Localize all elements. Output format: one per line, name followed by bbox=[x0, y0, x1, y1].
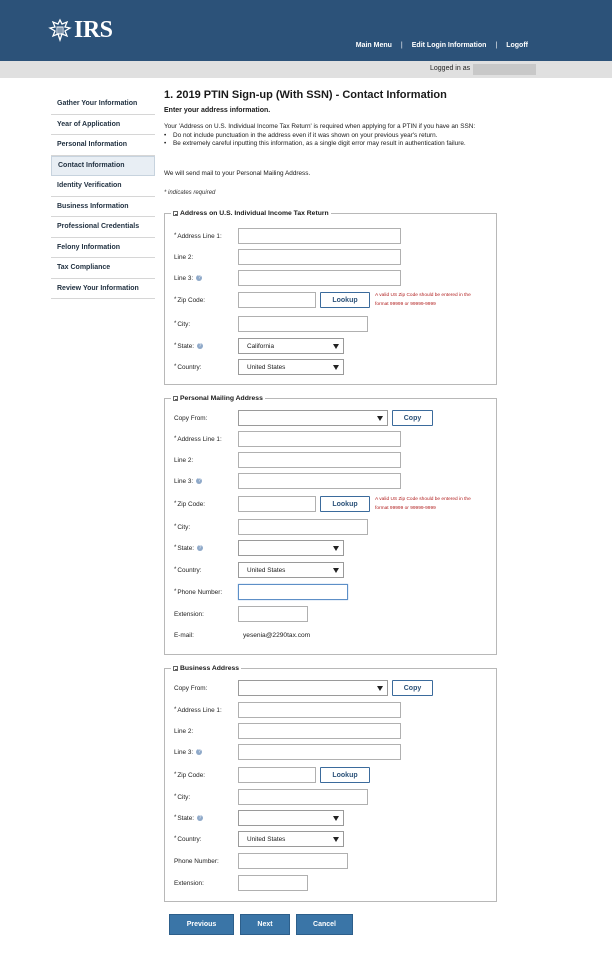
line-3-label: Line 3: bbox=[174, 274, 194, 282]
sidebar-item-contact-information[interactable]: Contact Information bbox=[51, 156, 155, 177]
city-label: City: bbox=[177, 793, 191, 801]
business-extension-input[interactable] bbox=[238, 875, 308, 891]
line-2-label: Line 2: bbox=[174, 727, 194, 735]
dropdown-arrow-icon bbox=[333, 344, 339, 349]
page-title: 1. 2019 PTIN Sign-up (With SSN) - Contact Information bbox=[164, 89, 447, 101]
field-row bbox=[174, 680, 433, 696]
sidebar-item-review-information[interactable]: Review Your Information bbox=[51, 279, 155, 300]
main-menu-link[interactable]: Main Menu bbox=[355, 42, 392, 49]
help-icon[interactable]: ? bbox=[198, 343, 202, 349]
field-row bbox=[174, 452, 401, 468]
copy-from-label: Copy From: bbox=[174, 684, 208, 692]
nav-separator: | bbox=[400, 42, 403, 49]
collapse-icon[interactable] bbox=[173, 396, 178, 401]
dropdown-arrow-icon bbox=[377, 416, 383, 421]
field-row: * Zip Code: Lookup A valid US Zip Code should be entered in the format 99999 or 99999-9999 bbox=[174, 496, 485, 512]
tax-country-select[interactable]: United States bbox=[238, 359, 344, 375]
field-row: * City: bbox=[174, 789, 368, 805]
business-phone-number-input[interactable] bbox=[238, 853, 348, 869]
sidebar-item-personal-information[interactable]: Personal Information bbox=[51, 135, 155, 156]
field-row bbox=[174, 473, 401, 489]
dropdown-arrow-icon bbox=[377, 686, 383, 691]
collapse-icon[interactable] bbox=[173, 211, 178, 216]
field-row: * Zip Code: Lookup bbox=[174, 767, 370, 783]
business-address-section bbox=[164, 665, 497, 902]
mailing-state-select[interactable] bbox=[238, 540, 344, 556]
mailing-address-section bbox=[164, 395, 497, 655]
email-label: E-mail: bbox=[174, 631, 194, 639]
previous-button[interactable]: Previous bbox=[169, 914, 234, 935]
logoff-link[interactable]: Logoff bbox=[506, 42, 528, 49]
business-address-legend[interactable]: Business Address bbox=[171, 665, 241, 672]
line-2-label: Line 2: bbox=[174, 253, 194, 261]
next-button[interactable]: Next bbox=[240, 914, 290, 935]
mailing-address-legend[interactable]: Personal Mailing Address bbox=[171, 395, 265, 402]
business-state-select[interactable] bbox=[238, 810, 344, 826]
field-row bbox=[174, 853, 348, 869]
field-row: * Country: United States bbox=[174, 562, 344, 578]
business-address-line-2-input[interactable] bbox=[238, 723, 401, 739]
business-address-line-3-input[interactable] bbox=[238, 744, 401, 760]
field-row bbox=[174, 744, 401, 760]
mailing-copy-from-select[interactable] bbox=[238, 410, 388, 426]
zip-code-hint: A valid US Zip Code should be entered in the format 99999 or 99999-9999 bbox=[375, 293, 471, 307]
zip-code-hint: A valid US Zip Code should be entered in the format 99999 or 99999-9999 bbox=[375, 497, 471, 511]
help-icon[interactable]: ? bbox=[198, 815, 202, 821]
sidebar-item-identity-verification[interactable]: Identity Verification bbox=[51, 176, 155, 197]
instruction-list bbox=[164, 132, 504, 149]
phone-number-label: Phone Number: bbox=[177, 588, 223, 596]
copy-from-label: Copy From: bbox=[174, 414, 208, 422]
field-row: * Address Line 1: bbox=[174, 431, 401, 447]
business-city-input[interactable] bbox=[238, 789, 368, 805]
help-icon[interactable]: ? bbox=[198, 545, 202, 551]
mailing-copy-button[interactable]: Copy bbox=[392, 410, 433, 426]
field-row bbox=[174, 723, 401, 739]
business-zip-code-input[interactable] bbox=[238, 767, 316, 783]
mailing-extension-input[interactable] bbox=[238, 606, 308, 622]
tax-city-input[interactable] bbox=[238, 316, 368, 332]
instruction-item: • Be extremely careful inputting this information, as a single digit error may result in authentication failure. bbox=[173, 140, 504, 149]
mailing-lookup-button[interactable]: Lookup bbox=[320, 496, 370, 512]
mailing-phone-number-input[interactable] bbox=[238, 584, 348, 600]
field-row: * Phone Number: bbox=[174, 584, 348, 600]
field-row: * City: bbox=[174, 519, 368, 535]
business-copy-button[interactable]: Copy bbox=[392, 680, 433, 696]
tax-address-line-1-input[interactable] bbox=[238, 228, 401, 244]
eagle-logo-icon bbox=[48, 18, 72, 42]
sidebar-item-felony-information[interactable]: Felony Information bbox=[51, 238, 155, 259]
main-content bbox=[164, 89, 504, 196]
tax-return-address-section bbox=[164, 210, 497, 385]
field-row: * Address Line 1: bbox=[174, 228, 401, 244]
state-label: State: bbox=[177, 544, 195, 552]
address-line-1-label: Address Line 1: bbox=[177, 706, 222, 714]
field-row bbox=[174, 606, 308, 622]
site-header bbox=[0, 0, 612, 61]
mailing-country-select[interactable]: United States bbox=[238, 562, 344, 578]
top-navigation bbox=[356, 42, 528, 49]
mailing-address-line-1-input[interactable] bbox=[238, 431, 401, 447]
phone-number-label: Phone Number: bbox=[174, 857, 219, 865]
sidebar-item-gather-information[interactable]: Gather Your Information bbox=[51, 94, 155, 115]
dropdown-arrow-icon bbox=[333, 837, 339, 842]
business-country-select[interactable]: United States bbox=[238, 831, 344, 847]
instruction-item: • Do not include punctuation in the address even if it was shown on your previous year's return. bbox=[173, 132, 504, 141]
country-label: Country: bbox=[177, 363, 202, 371]
tax-return-address-legend[interactable]: Address on U.S. Individual Income Tax Return bbox=[171, 210, 331, 217]
page-subtitle: Enter your address information. bbox=[164, 107, 271, 114]
tax-address-line-2-input[interactable] bbox=[238, 249, 401, 265]
mailing-address-line-2-input[interactable] bbox=[238, 452, 401, 468]
field-row: * Country: United States bbox=[174, 831, 344, 847]
field-row bbox=[174, 627, 310, 643]
mailing-city-input[interactable] bbox=[238, 519, 368, 535]
field-row: * Country: United States bbox=[174, 359, 344, 375]
field-row: * State: ? bbox=[174, 540, 344, 556]
login-bar bbox=[0, 61, 612, 78]
state-label: State: bbox=[177, 342, 195, 350]
address-line-1-label: Address Line 1: bbox=[177, 435, 222, 443]
help-icon[interactable]: ? bbox=[197, 749, 201, 755]
help-icon[interactable]: ? bbox=[197, 478, 201, 484]
zip-code-label: Zip Code: bbox=[177, 500, 206, 508]
dropdown-arrow-icon bbox=[333, 568, 339, 573]
collapse-icon[interactable] bbox=[173, 666, 178, 671]
irs-logo[interactable] bbox=[48, 17, 113, 43]
logo-text: IRS bbox=[74, 17, 113, 43]
edit-login-link[interactable]: Edit Login Information bbox=[411, 42, 487, 49]
sidebar-item-professional-credentials[interactable]: Professional Credentials bbox=[51, 217, 155, 238]
mailing-zip-code-input[interactable] bbox=[238, 496, 316, 512]
tax-zip-code-input[interactable] bbox=[238, 292, 316, 308]
dropdown-arrow-icon bbox=[333, 816, 339, 821]
field-row bbox=[174, 410, 433, 426]
line-2-label: Line 2: bbox=[174, 456, 194, 464]
mailing-address-line-3-input[interactable] bbox=[238, 473, 401, 489]
address-line-1-label: Address Line 1: bbox=[177, 232, 222, 240]
intro-text: Your 'Address on U.S. Individual Income Tax Return' is required when applying for a PTIN if you have an SSN: bbox=[164, 123, 476, 130]
cancel-button[interactable]: Cancel bbox=[296, 914, 353, 935]
logged-in-label: Logged in as bbox=[430, 65, 471, 72]
zip-code-label: Zip Code: bbox=[177, 296, 206, 304]
sidebar-item-year-of-application[interactable]: Year of Application bbox=[51, 115, 155, 136]
sidebar-item-business-information[interactable]: Business Information bbox=[51, 197, 155, 218]
field-row: * City: bbox=[174, 316, 368, 332]
field-row: * Address Line 1: bbox=[174, 702, 401, 718]
help-icon[interactable]: ? bbox=[197, 275, 201, 281]
city-label: City: bbox=[177, 320, 191, 328]
tax-address-line-3-input[interactable] bbox=[238, 270, 401, 286]
state-label: State: bbox=[177, 814, 195, 822]
country-label: Country: bbox=[177, 566, 202, 574]
sidebar-nav bbox=[51, 94, 155, 299]
line-3-label: Line 3: bbox=[174, 477, 194, 485]
field-row bbox=[174, 249, 401, 265]
extension-label: Extension: bbox=[174, 610, 204, 618]
field-row: * Zip Code: Lookup A valid US Zip Code should be entered in the format 99999 or 99999-9999 bbox=[174, 292, 485, 308]
business-address-line-1-input[interactable] bbox=[238, 702, 401, 718]
field-row bbox=[174, 270, 401, 286]
dropdown-arrow-icon bbox=[333, 546, 339, 551]
nav-separator: | bbox=[495, 42, 498, 49]
extension-label: Extension: bbox=[174, 879, 204, 887]
mail-note: We will send mail to your Personal Mailing Address. bbox=[164, 170, 311, 177]
dropdown-arrow-icon bbox=[333, 365, 339, 370]
field-row bbox=[174, 875, 308, 891]
business-lookup-button[interactable]: Lookup bbox=[320, 767, 370, 783]
tax-state-select[interactable]: California bbox=[238, 338, 344, 354]
line-3-label: Line 3: bbox=[174, 748, 194, 756]
city-label: City: bbox=[177, 523, 191, 531]
field-row: * State: ? California bbox=[174, 338, 344, 354]
field-row: * State: ? bbox=[174, 810, 344, 826]
sidebar-item-tax-compliance[interactable]: Tax Compliance bbox=[51, 258, 155, 279]
email-value: yesenia@2290tax.com bbox=[243, 631, 311, 639]
country-label: Country: bbox=[177, 835, 202, 843]
tax-lookup-button[interactable]: Lookup bbox=[320, 292, 370, 308]
required-note: * indicates required bbox=[164, 190, 216, 196]
business-copy-from-select[interactable] bbox=[238, 680, 388, 696]
zip-code-label: Zip Code: bbox=[177, 771, 206, 779]
redacted-username bbox=[473, 64, 536, 75]
